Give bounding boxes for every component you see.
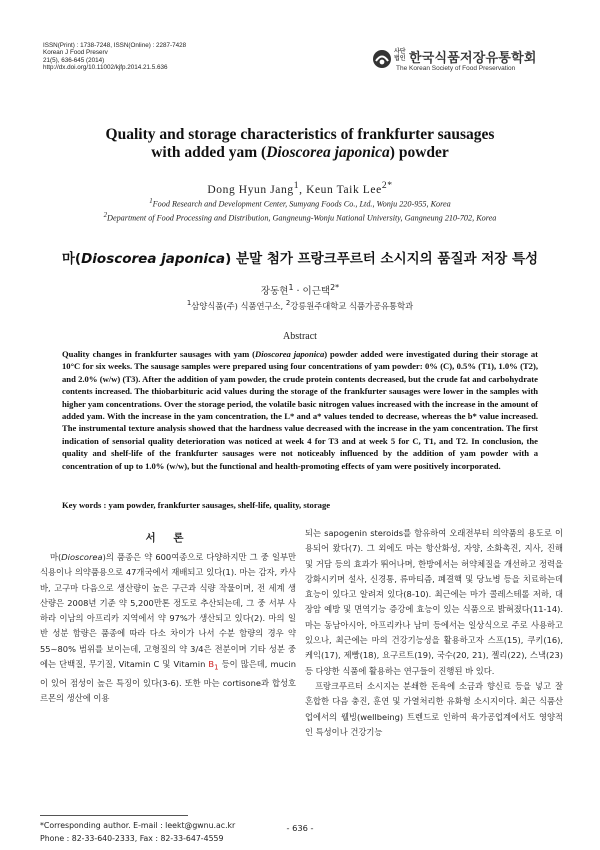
society-name-en: The Korean Society of Food Preservation [396,65,516,72]
keywords-label: Key words : [62,500,109,510]
right-column-body [305,526,563,740]
footnote-divider [40,815,188,816]
keywords-text: yam powder, frankfurter sausages, shelf-life, quality, storage [108,500,331,510]
affiliations-kr: $^1$삼양식품(주) 식품연구소, $^2$강릉원주대학교 식품가공유통학과 [186,299,414,311]
author-1: Dong Hyun Jang [207,183,294,196]
society-emblem-icon [372,49,392,69]
journal-meta [43,42,186,72]
paper-title-kr: 마(Dioscorea japonica) 분말 첨가 프랑크푸르터 소시지의 품질과 저장 특성 [61,251,539,267]
section-heading-introduction: 서 론 [145,532,191,544]
right-paragraph-1: 되는 sapogenin steroids를 함유하여 오래전부터 의약품의 용도로 이용되어 왔다(7). 그 외에도 마는 항산화성, 자양, 소화촉진, 지사, 진해 및 거담 등의 효과가 뛰어나며, 한방에서는 허약체질을 개선하고 정력을 강화시키며 설사, 신경통, 류마티즘, 폐결핵 및 당뇨병 등을 치료하는데 효능이 있다고 알려져 있다(8-10). 최근에는 마가 콜레스테롤 저하, 대장암 예방 및 면역기능 증강에 효능이 있는 식품으로 밝혀졌다(11-14). 마는 동남아시아, 아프리카나 남미 등에서는 일상식으로 주로 사용하고 있으나, 최근에는 마의 건강기능성을 활용하고자 스프(15), 쿠키(16), 케익(17), 제빵(18), 요구르트(19), 국수(20, 21), 젤리(22), 스낵(23) 등 다양한 식품에 활용하는 연구들이 진행된 바 있다. [305,528,563,676]
author-2: Keun Taik Lee [306,183,382,196]
vitamin-b1-highlight: $B_1$ [208,659,219,672]
abstract-heading: Abstract [283,331,317,342]
corresponding-author-footnote [40,820,235,846]
society-logo [372,46,562,76]
authors-kr: 장동현$^1$ · 이근택$^{2*}$ [260,283,340,298]
right-paragraph-2: 프랑크푸르터 소시지는 분쇄한 돈육에 소금과 향신료 등을 넣고 잘 혼합한 다음 충진, 훈연 및 가열처리한 유화형 소시지이다. 최근 식품산업에서의 웰빙(wellbeing) 트렌드로 인하여 육가공업계에서도 영양적인 특성이나 건강기능 [305,680,563,737]
footnote-phone: Phone : 82-33-640-2333, Fax : 82-33-647-4559 [40,833,224,843]
keywords [62,500,538,510]
society-name-kr: 한국식품저장유통학회 [409,51,537,66]
journal-abbrev: Korean J Food Preserv [43,49,108,57]
affiliation-2: $^2$Department of Food Processing and Distribution, Gangneung-Wonju National University, Gangneung 210-702, Korea [103,211,497,223]
paper-title [40,126,560,162]
abstract-body: Quality changes in frankfurter sausages with yam (Dioscorea japonica) powder added were investigated during their storage at 10°C for six weeks. The sausage samples were prepared using four concentrations of yam powder: 0% (C), 0.5% (T1), 1.0% (T2), and 2.0% (w/w) (T3). After the addition of yam powder, the crude protein contents decreased, but the crude fat and carbohydrate contents increased. The thiobarbituric acid values during the storage of the frankfurter sausages were lower in the samples with higher yam concentrations. Over the storage period, the volatile basic nitrogen values increased with the increase in the amount of added yam. With the increase in the yam concentration, the L* and a* values tended to decrease, whereas the b* value increased. The instrumental texture analysis showed that the hardness value decreased with the increase in the yam concentration. The first indication of sensorial quality deterioration was noticed at week 4 for T3 and at week 5 for C, T1, and T2. In conclusion, the quality and shelf-life of the frankfurter sausages were not noticeably influenced by the addition of yam powder with a concentration of up to 1.0% (w/w), but the functional and health-promoting effects of yam were positively incorporated. [62,349,538,471]
doi-link[interactable]: http://dx.doi.org/10.11002/kjfp.2014.21.5.636 [43,64,168,72]
issn-line: ISSN(Print) : 1738-7248, ISSN(Online) : 2287-7428 [43,42,187,49]
affiliations-en [40,196,560,223]
title-line-1: Quality and storage characteristics of frankfurter sausages [105,126,495,143]
volume-pages: 21(5), 636-645 (2014) [43,56,105,64]
page-number: - 636 - [286,823,314,833]
title-line-2: with added yam (Dioscorea japonica) powder [151,144,449,161]
left-column-body: 마(Dioscorea)의 품종은 약 600여종으로 다양하지만 그 중 일부만 식용이나 의약품용으로 47개국에서 재배되고 있다(1). 마는 감자, 카사바, 고구마 다음으로 생산량이 높은 구근과 식량 작물이며, 전 세계 생산량은 2008년 기준 약 5,200만톤 정도로 추산되는데, 그 중 서부 사하라 이남의 아프리카 지역에서 약 97%가 생산되고 있다(2). 마의 일반 성분 함량은 품종에 따라 다소 차이가 나서 수분 함량의 경우 약 55~80% 범위를 보이는데, 고형질의 약 3/4은 전분이며 기타 성분 중에는 단백질, 무기질, Vitamin C 및 Vitamin $B_1$ 등이 많은데, mucin이 있어 점성이 높은 특징이 있다(3-6). 또한 마는 cortisone과 합성호르몬의 생산에 이용 [40,552,296,704]
authors-en: Dong Hyun Jang$^1$, Keun Taik Lee$^{2*}$ [207,180,393,196]
affiliation-1: $^1$Food Research and Development Center, Sumyang Foods Co., Ltd., Wonju 220-955, Korea [149,198,451,209]
footnote-email: *Corresponding author. E-mail : leekt@gwnu.ac.kr [40,821,236,830]
logo-corp-mark: 사단 법인 [394,48,406,62]
